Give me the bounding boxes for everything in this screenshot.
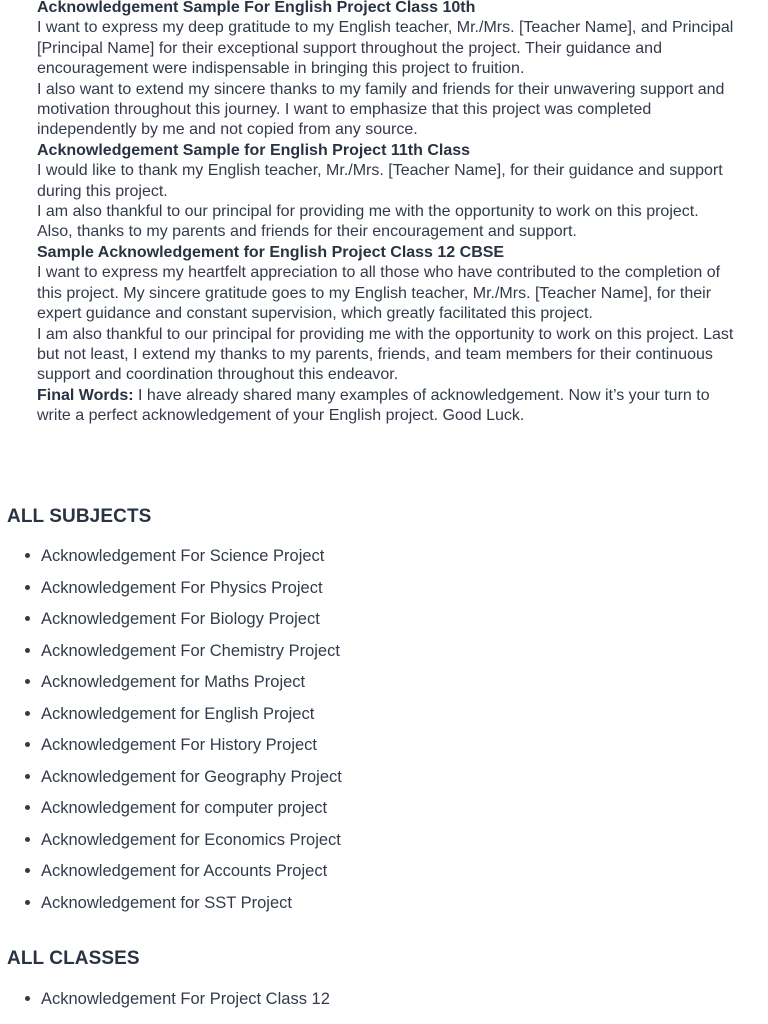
subject-link-physics[interactable]: Acknowledgement For Physics Project	[41, 578, 323, 597]
list-item	[0, 860, 740, 892]
bullet-icon	[25, 585, 30, 590]
final-words-text: I have already shared many examples of acknowledgement. Now it’s your turn to write a perfect acknowledgement of your English project. Good Luck.	[37, 386, 710, 425]
list-item	[0, 703, 740, 735]
list-item	[0, 892, 740, 924]
heading-class-10: Acknowledgement Sample For English Project Class 10th	[37, 0, 476, 16]
subject-link-sst[interactable]: Acknowledgement for SST Project	[41, 893, 292, 912]
subject-link-maths[interactable]: Acknowledgement for Maths Project	[41, 673, 306, 691]
list-item	[0, 640, 740, 672]
paragraph: I would like to thank my English teacher, Mr./Mrs. [Teacher Name], for their guidance and support during this project.	[37, 162, 723, 200]
subject-link-science[interactable]: Acknowledgement For Science Project	[41, 547, 325, 565]
bullet-icon	[25, 742, 30, 747]
bullet-icon	[25, 868, 30, 873]
bullet-icon	[25, 774, 30, 779]
list-item	[0, 829, 740, 861]
list-item	[0, 988, 740, 1020]
bullet-icon	[25, 837, 30, 842]
bullet-icon	[25, 553, 30, 558]
all-classes-title: ALL CLASSES	[7, 948, 140, 969]
list-item	[0, 734, 740, 766]
bullet-icon	[25, 711, 30, 716]
list-item	[0, 545, 740, 577]
list-item	[0, 766, 740, 798]
bullet-icon	[25, 616, 30, 621]
subject-link-english[interactable]: Acknowledgement for English Project	[41, 704, 315, 723]
paragraph: I am also thankful to our principal for providing me with the opportunity to work on this project. Also, thanks to my parents and friends for their encouragement and support.	[37, 203, 699, 241]
subject-link-geography[interactable]: Acknowledgement for Geography Project	[41, 767, 342, 786]
bullet-icon	[25, 679, 30, 684]
paragraph: I am also thankful to our principal for providing me with the opportunity to work on this project. Last but not least, I extend my thanks to my parents, friends, and team members for their continuous support and coordination throughout this endeavor.	[37, 325, 734, 384]
list-item	[0, 671, 740, 703]
classes-list	[0, 988, 740, 1020]
subject-link-history[interactable]: Acknowledgement For History Project	[41, 736, 318, 754]
subject-link-chemistry[interactable]: Acknowledgement For Chemistry Project	[41, 641, 340, 660]
bullet-icon	[25, 900, 30, 905]
subjects-list	[0, 545, 740, 923]
list-item	[0, 577, 740, 609]
subject-link-accounts[interactable]: Acknowledgement for Accounts Project	[41, 862, 328, 880]
list-item	[0, 608, 740, 640]
subject-link-economics[interactable]: Acknowledgement for Economics Project	[41, 830, 341, 849]
subject-link-biology[interactable]: Acknowledgement For Biology Project	[41, 610, 320, 628]
all-subjects-title: ALL SUBJECTS	[7, 506, 152, 527]
class-link-12[interactable]: Acknowledgement For Project Class 12	[41, 990, 330, 1008]
bullet-icon	[25, 996, 30, 1001]
subject-link-computer[interactable]: Acknowledgement for computer project	[41, 799, 328, 817]
heading-class-11: Acknowledgement Sample for English Project 11th Class	[37, 141, 471, 159]
list-item	[0, 797, 740, 829]
paragraph: I also want to extend my sincere thanks to my family and friends for their unwavering support and motivation throughout this journey. I want to emphasize that this project was completed independently by me and not copied from any source.	[37, 80, 725, 139]
paragraph: I want to express my heartfelt appreciation to all those who have contributed to the completion of this project. My sincere gratitude goes to my English teacher, Mr./Mrs. [Teacher Name], for their expert guidance and constant supervision, which greatly facilitated this project.	[37, 264, 721, 323]
article-body	[37, 0, 737, 427]
paragraph: I want to express my deep gratitude to my English teacher, Mr./Mrs. [Teacher Name], and Principal [Principal Name] for their exceptional support throughout the project. Their guidance and encouragement were indispensable in bringing this project to fruition.	[37, 19, 734, 78]
heading-class-12: Sample Acknowledgement for English Project Class 12 CBSE	[37, 243, 505, 261]
final-words	[37, 386, 737, 427]
bullet-icon	[25, 648, 30, 653]
final-words-label: Final Words:	[37, 386, 134, 404]
bullet-icon	[25, 805, 30, 810]
